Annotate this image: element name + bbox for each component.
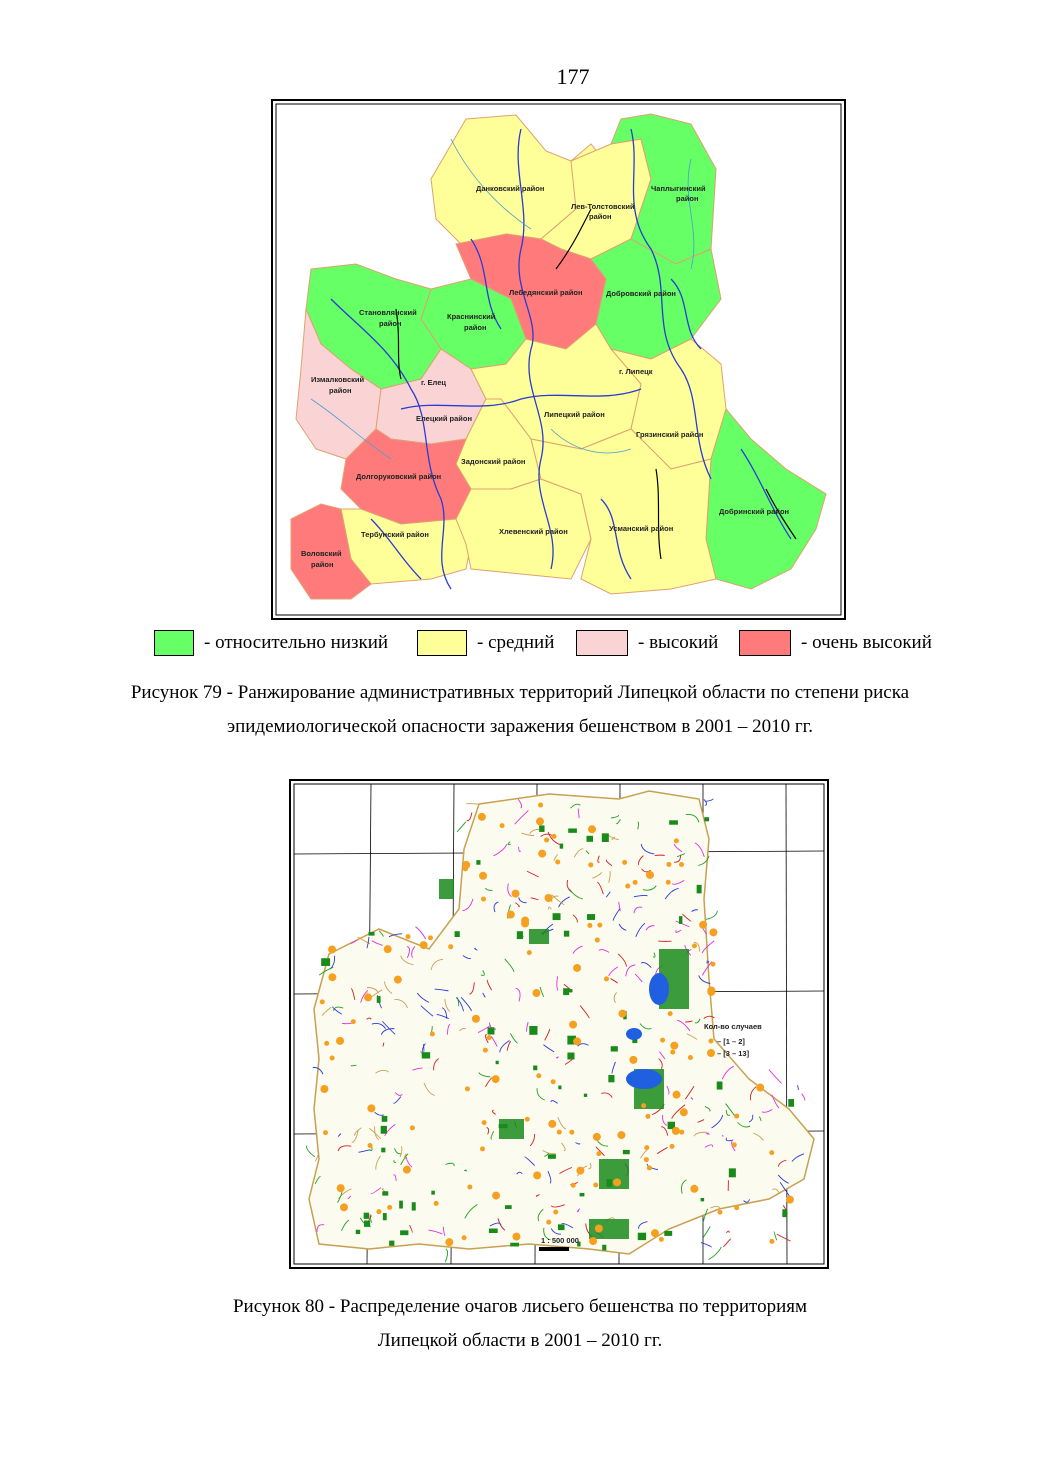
legend-label-medium: - средний <box>477 632 555 653</box>
forest-patch <box>558 1224 565 1230</box>
rabies-focus-marker <box>548 1120 556 1128</box>
rabies-focus-marker <box>679 862 684 867</box>
rabies-focus-marker <box>734 1114 739 1119</box>
rabies-focus-marker <box>330 1056 335 1061</box>
rabies-focus-marker <box>546 1220 551 1225</box>
forest-patch <box>356 1230 360 1234</box>
scale-label: 1 : 500 000 <box>541 1236 579 1245</box>
rabies-focus-marker <box>732 1142 737 1147</box>
forest-patch <box>679 916 682 924</box>
legend-label-low: - относительно низкий <box>204 632 389 653</box>
rabies-focus-marker <box>336 1037 344 1045</box>
label-elets-city: г. Елец <box>421 378 446 387</box>
rabies-focus-marker <box>492 1075 500 1083</box>
label-chaplyginsky-1: Чаплыгинский <box>651 184 706 193</box>
rabies-focus-marker <box>604 976 609 981</box>
forest-patch <box>539 825 544 832</box>
forest-patch <box>455 931 460 937</box>
forest-patch <box>664 1231 672 1236</box>
forest-patch <box>381 1148 385 1153</box>
rabies-focus-marker <box>538 850 546 858</box>
rabies-focus-marker <box>674 838 679 843</box>
forest-patch <box>383 1213 387 1220</box>
foci-legend-row2: – [3 – 13] <box>717 1049 750 1058</box>
rabies-focus-marker <box>680 1108 688 1116</box>
forest-patch <box>476 860 480 865</box>
forest-patch <box>529 929 549 944</box>
forest-patch <box>568 989 572 992</box>
foci-legend-title: Кол-во случаев <box>704 1022 762 1031</box>
forest-patch <box>669 820 678 824</box>
legend-label-high: - высокий <box>638 632 719 653</box>
forest-patch <box>488 1027 495 1034</box>
rabies-focus-marker <box>588 862 593 867</box>
legend-label-very-high: - очень высокий <box>801 632 932 653</box>
legend-item-low <box>154 630 388 656</box>
rabies-focus-marker <box>479 872 487 880</box>
rabies-focus-marker <box>394 976 402 984</box>
rabies-focus-marker <box>644 1145 649 1150</box>
figure80-caption <box>0 1290 1040 1358</box>
swatch-very-high <box>739 630 791 656</box>
forest-patch <box>529 1026 537 1035</box>
rabies-focus-marker <box>480 1146 485 1151</box>
rabies-focus-marker <box>367 1104 375 1112</box>
forest-patch <box>584 1094 587 1097</box>
forest-patch <box>389 1241 394 1246</box>
forest-patch <box>568 828 577 832</box>
forest-patch <box>701 1198 705 1201</box>
label-lipetsk-city: г. Липецк <box>619 367 653 376</box>
risk-legend <box>0 630 1040 660</box>
forest-patch <box>496 1061 499 1064</box>
rabies-focus-marker <box>557 1130 562 1135</box>
rabies-focus-marker <box>666 880 671 885</box>
rabies-focus-marker <box>647 1165 652 1170</box>
forest-patch <box>364 1213 369 1219</box>
rabies-focus-marker <box>709 928 717 936</box>
label-dankovsky: Данковский район <box>476 184 545 193</box>
rabies-focus-marker <box>487 1035 492 1040</box>
rabies-focus-marker <box>467 1184 472 1189</box>
rabies-focus-marker <box>445 1238 453 1246</box>
forest-patch <box>623 1150 630 1154</box>
label-dobrinsky: Добринский район <box>719 507 790 516</box>
forest-patch <box>697 885 702 894</box>
rabies-focus-marker <box>597 923 602 928</box>
legend-item-medium <box>417 630 554 656</box>
rabies-focus-marker <box>613 1178 621 1186</box>
rabies-focus-marker <box>521 920 529 928</box>
rabies-focus-marker <box>544 838 549 843</box>
rabies-focus-marker <box>492 1192 500 1200</box>
forest-patch <box>607 1179 612 1187</box>
forest-patch <box>717 1082 723 1090</box>
rabies-focus-marker <box>593 1182 598 1187</box>
label-volovsky-2: район <box>311 560 334 569</box>
rabies-focus-marker <box>478 813 486 821</box>
rabies-focus-marker <box>622 860 627 865</box>
rabies-focus-marker <box>483 1048 488 1053</box>
rabies-focus-marker <box>576 1167 584 1175</box>
rabies-focus-marker <box>376 1209 381 1214</box>
rabies-focus-marker <box>734 1205 739 1210</box>
rabies-focus-marker <box>324 1041 329 1046</box>
forest-patch <box>499 1124 508 1128</box>
rabies-focus-marker <box>428 935 433 940</box>
swatch-low <box>154 630 194 656</box>
forest-patch <box>564 931 569 937</box>
forest-patch <box>563 988 569 995</box>
rabies-focus-marker <box>340 1203 348 1211</box>
swatch-medium <box>417 630 467 656</box>
figure79-caption-line2: эпидемиологической опасности заражения бешенством в 2001 – 2010 гг. <box>226 716 814 737</box>
rabies-focus-marker <box>351 1019 356 1024</box>
rabies-focus-marker <box>672 1127 680 1135</box>
forest-patch <box>431 1191 435 1195</box>
rabies-focus-marker <box>668 1011 673 1016</box>
label-volovsky-1: Воловский <box>301 549 342 558</box>
label-stanovlyansky-2: район <box>379 319 402 328</box>
label-lebedyansky: Лебедянский район <box>509 288 583 297</box>
rabies-focus-marker <box>618 1010 626 1018</box>
rabies-focus-marker <box>536 817 544 825</box>
rabies-focus-marker <box>462 1235 467 1240</box>
rabies-focus-marker <box>659 1237 664 1242</box>
label-eletsky: Елецкий район <box>416 414 472 423</box>
rabies-focus-marker <box>465 1086 470 1091</box>
label-khlevensky: Хлевенский район <box>499 527 568 536</box>
forest-patch <box>399 1201 403 1209</box>
forest-patch <box>580 1193 585 1196</box>
forest-patch <box>704 817 709 821</box>
label-dolgorukovsky: Долгоруковский район <box>356 472 442 481</box>
rabies-focus-marker <box>387 1205 392 1210</box>
rabies-focus-marker <box>692 943 697 948</box>
rabies-focus-marker <box>617 1131 625 1139</box>
figure79-caption-line1: Рисунок 79 - Ранжирование административных территорий Липецкой области по степени риска <box>130 682 910 703</box>
forest-patch <box>368 932 374 936</box>
forest-patch <box>510 1243 519 1247</box>
forest-patch <box>364 1221 370 1227</box>
foci-legend-row1: – [1 – 2] <box>717 1037 745 1046</box>
rabies-focus-marker <box>463 866 468 871</box>
label-stanovlyansky-1: Становлянский <box>359 308 417 317</box>
figure79-caption <box>0 676 1040 744</box>
rabies-foci-map <box>289 779 829 1269</box>
rabies-focus-marker <box>595 938 600 943</box>
rabies-focus-marker <box>328 945 336 953</box>
rabies-focus-marker <box>569 1021 577 1029</box>
legend-item-very-high <box>739 630 932 656</box>
forest-patch <box>560 844 563 849</box>
forest-patch <box>729 1168 736 1177</box>
forest-patch <box>586 836 593 842</box>
rabies-focus-marker <box>512 1233 520 1241</box>
rabies-focus-marker <box>384 945 392 953</box>
rabies-focus-marker <box>328 973 336 981</box>
forest-patch <box>533 1066 537 1071</box>
foci-large-symbol <box>707 1049 715 1057</box>
label-izmalkovsky-2: район <box>329 386 352 395</box>
forest-patch <box>567 1053 574 1060</box>
forest-patch <box>553 913 561 920</box>
rabies-focus-marker <box>595 1224 603 1232</box>
rabies-focus-marker <box>587 923 592 928</box>
rabies-focus-marker <box>625 884 630 889</box>
forest-patch <box>782 1209 787 1217</box>
rabies-focus-marker <box>690 1185 698 1193</box>
rabies-focus-marker <box>434 1201 439 1206</box>
rabies-focus-marker <box>670 1050 675 1055</box>
rabies-focus-marker <box>645 1114 650 1119</box>
rabies-focus-marker <box>507 911 515 919</box>
label-krasninsky-1: Краснинский <box>447 312 496 321</box>
swatch-high <box>576 630 628 656</box>
label-lipetsky: Липецкий район <box>544 410 605 419</box>
forest-patch <box>638 1233 646 1240</box>
rabies-focus-marker <box>710 962 715 967</box>
rabies-focus-marker <box>525 1117 530 1122</box>
label-usmansky: Усманский район <box>609 524 674 533</box>
rabies-focus-marker <box>769 1239 774 1244</box>
rabies-focus-marker <box>679 1130 684 1135</box>
rabies-focus-marker <box>641 1103 646 1108</box>
forest-patch <box>505 1205 512 1209</box>
forest-patch <box>377 996 381 1003</box>
rabies-focus-marker <box>403 1166 411 1174</box>
rabies-focus-marker <box>707 988 715 996</box>
rabies-focus-marker <box>500 823 505 828</box>
rabies-focus-marker <box>472 1015 480 1023</box>
rabies-focus-marker <box>410 1125 415 1130</box>
legend-item-high <box>576 630 718 656</box>
forest-patch <box>439 879 454 899</box>
scale-bar <box>539 1247 569 1251</box>
rabies-focus-marker <box>660 1038 665 1043</box>
rabies-focus-marker <box>651 1229 659 1237</box>
rabies-focus-marker <box>552 834 557 839</box>
rabies-focus-marker <box>573 1037 581 1045</box>
rabies-focus-marker <box>555 860 560 865</box>
forest-patch <box>602 1245 606 1251</box>
label-chaplyginsky-2: район <box>676 194 699 203</box>
network-segment <box>464 1170 467 1171</box>
forest-patch <box>548 1154 556 1159</box>
rabies-focus-marker <box>544 894 552 902</box>
risk-ranking-map <box>271 99 846 620</box>
forest-patch <box>602 833 609 842</box>
forest-patch <box>517 931 523 939</box>
rabies-focus-marker <box>646 871 654 879</box>
rabies-focus-marker <box>553 1210 558 1215</box>
forest-patch <box>587 914 595 920</box>
label-terbunsky: Тербунский район <box>361 530 429 539</box>
rabies-focus-marker <box>571 1183 576 1188</box>
rabies-focus-marker <box>670 1042 678 1050</box>
rabies-focus-marker <box>569 1130 574 1135</box>
rabies-focus-marker <box>337 1184 345 1192</box>
rabies-focus-marker <box>717 1210 722 1215</box>
rabies-focus-marker <box>533 1171 541 1179</box>
rabies-focus-marker <box>670 1144 675 1149</box>
forest-patch <box>608 1075 614 1082</box>
rabies-focus-marker <box>593 1133 601 1141</box>
label-lev-tolstovsky-1: Лев-Толстовский <box>571 202 635 211</box>
rabies-focus-marker <box>551 1079 556 1084</box>
forest-patch <box>558 1086 561 1090</box>
forest-patch <box>382 1191 388 1195</box>
label-zadonsky: Задонский район <box>461 457 526 466</box>
rabies-focus-marker <box>786 1196 794 1204</box>
rabies-focus-marker <box>633 880 638 885</box>
rabies-focus-marker <box>512 890 520 898</box>
rabies-focus-marker <box>596 1151 601 1156</box>
rabies-focus-marker <box>406 934 411 939</box>
rabies-focus-marker <box>588 825 596 833</box>
foci-small-symbol <box>709 1039 714 1044</box>
rabies-focus-marker <box>430 1032 435 1037</box>
figure80-caption-line1: Рисунок 80 - Распределение очагов лисьего бешенства по территориям <box>232 1296 808 1317</box>
rabies-focus-marker <box>368 1143 373 1148</box>
forest-patch <box>788 1099 794 1107</box>
rabies-focus-marker <box>320 1085 328 1093</box>
label-dobrovsky: Добровский район <box>606 289 676 298</box>
rabies-focus-marker <box>673 1091 681 1099</box>
rabies-focus-marker <box>688 1055 693 1060</box>
label-izmalkovsky-1: Измалковский <box>311 375 365 384</box>
rabies-focus-marker <box>756 1084 764 1092</box>
rabies-focus-marker <box>448 944 453 949</box>
rabies-focus-marker <box>644 1157 649 1162</box>
forest-patch <box>400 1230 408 1235</box>
rabies-focus-marker <box>527 950 532 955</box>
forest-patch <box>489 1229 498 1233</box>
label-gryazinsky: Грязинский район <box>636 430 704 439</box>
rabies-focus-marker <box>629 1056 637 1064</box>
forest-patch <box>412 1202 416 1210</box>
rabies-focus-marker <box>323 1130 328 1135</box>
forest-patch <box>499 1119 524 1139</box>
rabies-focus-marker <box>482 1120 487 1125</box>
rabies-focus-marker <box>573 964 581 972</box>
forest-patch <box>422 1052 430 1058</box>
forest-patch <box>321 958 330 966</box>
rabies-focus-marker <box>769 1150 774 1155</box>
rabies-focus-marker <box>364 993 372 1001</box>
label-krasninsky-2: район <box>464 323 487 332</box>
rabies-focus-marker <box>320 999 325 1004</box>
rabies-focus-marker <box>589 1237 597 1245</box>
rabies-focus-marker <box>666 862 671 867</box>
rabies-focus-marker <box>538 803 543 808</box>
rabies-focus-marker <box>532 989 540 997</box>
forest-patch <box>382 1116 388 1122</box>
rabies-focus-marker <box>536 1073 541 1078</box>
page-number: 177 <box>556 64 590 89</box>
rabies-focus-marker <box>481 897 486 902</box>
forest-patch <box>611 1046 618 1051</box>
forest-patch <box>381 1126 387 1134</box>
rabies-focus-marker <box>420 941 428 949</box>
figure80-caption-line2: Липецкой области в 2001 – 2010 гг. <box>377 1330 663 1351</box>
label-lev-tolstovsky-2: район <box>589 212 612 221</box>
rabies-focus-marker <box>699 921 707 929</box>
